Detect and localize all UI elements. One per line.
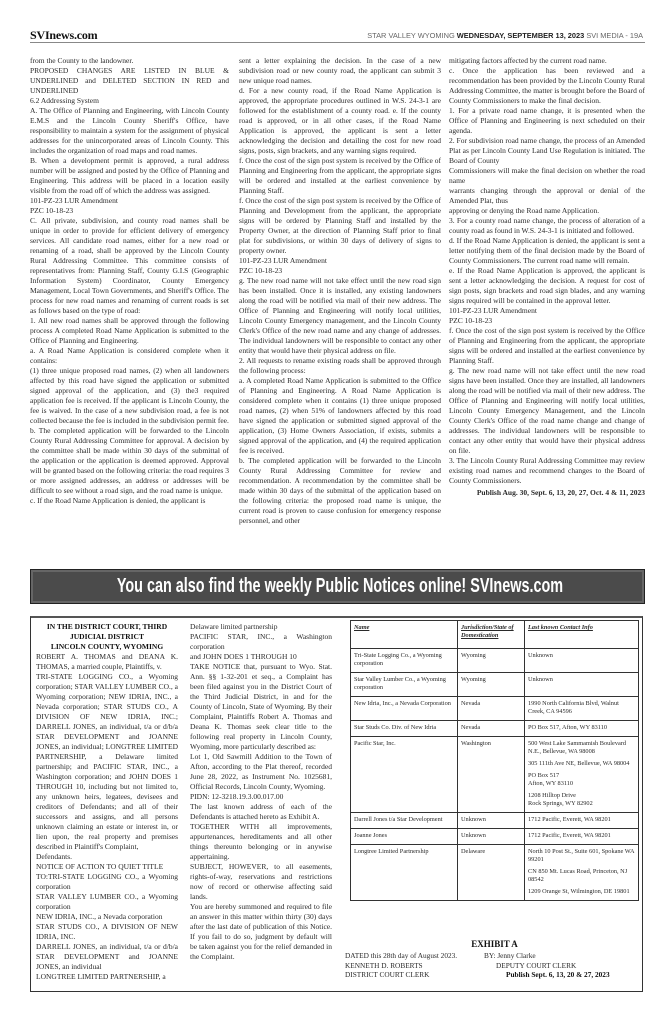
defendant-jurisdiction: Unknown xyxy=(458,829,525,845)
table-row xyxy=(351,813,639,829)
defendant-name: Pacific Star, Inc. xyxy=(351,737,458,813)
paragraph: d. For a new county road, if the Road Name Application is approved, the appropriate procedures outlined in W.S. 24-3-1 are followed for the establishment of a county road. e. If the county road is approved, or in all other cases, if the Road Name Application is approved, the applicant is sent a letter acknowledging the decision and detailing the cost for new road signs, posts, sign brackets, and any warning signs required. xyxy=(239,86,441,155)
paragraph: 3. The Lincoln County Rural Addressing Committee may review existing road names and recommend changes to the Board of County Commissioners. xyxy=(449,456,645,485)
defendant-contact xyxy=(525,673,639,697)
paragraph: 101-PZ-23 LUR Amendment xyxy=(239,256,327,265)
court-heading-line: LINCOLN COUNTY, WYOMING xyxy=(50,642,164,651)
header-date: WEDNESDAY, SEPTEMBER 13, 2023 xyxy=(456,31,585,40)
paragraph: SUBJECT, HOWEVER, to all easements, rights-of-way, reservations and restrictions now of record or otherwise affecting said lands. xyxy=(190,862,332,901)
defendant-contact xyxy=(525,813,639,829)
paragraph: warrants changing through the approval or denial of the Amended Plat, thus xyxy=(449,186,645,205)
paragraph: approving or denying the Road name Application. xyxy=(449,206,600,215)
column-header-jurisdiction: Jurisdiction/State of Domestication xyxy=(458,621,525,649)
defendant-jurisdiction: Nevada xyxy=(458,697,525,721)
paragraph: DARRELL JONES, an individual, t/a or d/b/a STAR DEVELOPMENT and JOANNE JONES, an individual xyxy=(36,942,178,971)
paragraph: 1. For a private road name change, it is presented when the Office of Planning and Engineering is next scheduled on their agenda. xyxy=(449,106,645,135)
paragraph: 2. For subdivision road name change, the process of an Amended Plat as per Lincoln County Land Use Regulation is initiated. The Board of County xyxy=(449,136,645,165)
paragraph: a. A Road Name Application is considered complete when it contains: xyxy=(30,346,229,365)
column-header-name: Name xyxy=(351,621,458,649)
paragraph: 101-PZ-23 LUR Amendment xyxy=(449,306,537,315)
paragraph: Delaware limited partnership xyxy=(190,622,278,631)
contact-address: Unknown xyxy=(528,652,553,659)
header-region: STAR VALLEY WYOMING xyxy=(367,31,455,40)
defendant-contact xyxy=(525,721,639,737)
paragraph: b. The completed application will be forwarded to the Lincoln County Rural Addressing Committee for review and recommendation. A recommendation by the committee shall be made within 30 days of the submittal of the application based on the following criteria: the proposed road name is unique, the current road is proven to cause confusion for emergency response personnel, and other xyxy=(239,456,441,525)
court-notice-column-1 xyxy=(36,622,178,982)
paragraph: b. The completed application will be forwarded to the Lincoln County Rural Addressing Committee for approval. A decision by the committee shall be made within 30 days of the submittal of the application or the application is deemed approved. Approval will be granted based on the following criteria: the road requires 3 or more assigned addresses, an address or addresses will be difficult to see without a road sign, and the road name is unique. xyxy=(30,426,229,495)
paragraph: ROBERT A. THOMAS and DEANA K. THOMAS, a married couple, Plaintiffs, v. xyxy=(36,652,178,671)
dated-line: DATED this 28th day of August 2023. xyxy=(345,951,458,960)
paragraph: PZC 10-18-23 xyxy=(239,266,283,275)
defendant-contact xyxy=(525,829,639,845)
table-header-row xyxy=(351,621,639,649)
paragraph: g. The new road name will not take effect until the new road signs have been installed. Once they are installed, all landowners along the road will be notified via mail of their new address. The Office of Planning and Engineering will notify local utilities, Lincoln County Emergency Management, and the Lincoln County Clerk's Office of the road name change and change of addresses. The individual landowners will be responsible to contact any other entity that would have their physical address on file. xyxy=(449,366,645,455)
defendant-jurisdiction: Unknown xyxy=(458,813,525,829)
defendant-jurisdiction: Wyoming xyxy=(458,673,525,697)
paragraph: f. Once the cost of the sign post system is received by the Office of Planning and Engineering from the applicant, the appropriate signs will be ordered and installed at the earliest convenience by Planning Staff. xyxy=(449,326,645,365)
defendant-contact xyxy=(525,649,639,673)
paragraph: f. Once the cost of the sign post system is received by the Office of Planning and Engineering from the applicant, the appropriate signs will be ordered and installed at the earliest convenience by Planning Staff. xyxy=(239,156,441,195)
paragraph: d. If the Road Name Application is denied, the applicant is sent a letter notifying them of the final decision made by the Board of County Commissioners. The current road name will remain. xyxy=(449,236,645,265)
paragraph: A. The Office of Planning and Engineering, with Lincoln County E.M.S and the Lincoln County Sheriff's Office, have responsibility to maintain a system for the assignment of physical addresses for the unincorporated areas of Lincoln County. This includes the organization of road maps and road names. xyxy=(30,106,229,155)
column-header-contact: Last known Contact Info xyxy=(525,621,639,649)
contact-address: 1209 Orange St, Wilmington, DE 19801 xyxy=(528,888,630,895)
notice-column-3 xyxy=(449,56,645,498)
paragraph: PACIFIC STAR, INC., a Washington corporation xyxy=(190,632,332,651)
header-section: SVI MEDIA - 19A xyxy=(586,31,643,40)
table-row xyxy=(351,721,639,737)
court-heading-line: JUDICIAL DISTRICT xyxy=(70,632,144,641)
paragraph: PROPOSED CHANGES ARE LISTED IN BLUE & UNDERLINED and DELETED SECTION IN RED and UNDERLINED xyxy=(30,66,229,95)
defendant-name: Star Valley Lumber Co., a Wyoming corporation xyxy=(351,673,458,697)
court-publish-dates: Publish Sept. 6, 13, 20 & 27, 2023 xyxy=(506,970,610,979)
signature-right xyxy=(484,951,610,980)
contact-address: 500 West Lake Sammamish Boulevard N.E., Bellevue, WA 98008 xyxy=(528,740,627,755)
contact-address: North 10 Post St., Suite 601, Spokane WA 99201 xyxy=(528,848,635,863)
paragraph: Defendants. xyxy=(36,852,73,861)
paragraph: LONGTREE LIMITED PARTNERSHIP, a xyxy=(36,972,166,981)
page-header-info xyxy=(367,31,643,40)
table-row xyxy=(351,697,639,721)
defendant-contact xyxy=(525,737,639,813)
contact-address: PO Box 517 Afton, WY 83110 xyxy=(528,772,574,787)
deputy-signature: BY: Jenny Clarke xyxy=(484,951,536,960)
publish-dates: Publish Aug. 30, Sept. 6, 13, 20, 27, Oct. 4 & 11, 2023 xyxy=(476,488,645,497)
notice-column-3-body xyxy=(449,56,645,486)
paragraph: PIDN: 12-3218.19.3.00.017.00 xyxy=(190,792,284,801)
clerk-name: KENNETH D. ROBERTS xyxy=(345,960,423,970)
contact-address: 305 111th Ave NE, Bellevue, WA 98004 xyxy=(528,760,630,767)
signature-left xyxy=(345,951,457,980)
table-row xyxy=(351,829,639,845)
paragraph: Commissioners will make the final decision on whether the road name xyxy=(449,166,645,185)
notice-column-1 xyxy=(30,56,229,506)
paragraph: and JOHN DOES 1 THROUGH 10 xyxy=(190,652,297,661)
defendant-name: Longtree Limited Partnership xyxy=(351,845,458,901)
contact-address: 1990 North California Blvd, Walnut Creek, CA 94596 xyxy=(528,700,619,715)
masthead-site-name: SVInews.com xyxy=(30,28,98,42)
paragraph: C. All private, subdivision, and county road names shall be unique in order to provide for efficient delivery of emergency services. All candidate road names, either for a new road or renaming of a road, shall be approved by the Lincoln County Rural Addressing Committee. This committee consists of representatives from: Planning Staff, County G.I.S (Geographic Information System) Coordinator, County Emergency Management, Local Town Governments, and Sheriff's Office. The process for new road names and renaming of current roads is set as follows based on the type of road: xyxy=(30,216,229,315)
contact-address: CN 850 Mt. Lucas Road, Princeton, NJ 08542 xyxy=(528,868,628,883)
defendant-contact xyxy=(525,697,639,721)
clerk-title: DISTRICT COURT CLERK xyxy=(345,970,430,979)
contact-address: Unknown xyxy=(528,676,553,683)
paragraph: PZC 10-18-23 xyxy=(30,206,74,215)
paragraph: sent a letter explaining the decision. In the case of a new subdivision road or new county road, the applicant can submit 3 new unique road names. xyxy=(239,56,441,85)
defendant-jurisdiction: Washington xyxy=(458,737,525,813)
court-notice-column-1-body xyxy=(36,652,178,982)
paragraph: NOTICE OF ACTION TO QUIET TITLE xyxy=(36,862,164,871)
defendants-table xyxy=(350,620,639,901)
table-row xyxy=(351,845,639,901)
paragraph: 2. All requests to rename existing roads shall be approved through the following process: xyxy=(239,356,441,375)
paragraph: B. When a development permit is approved, a rural address number will be assigned and posted by the Office of Planning and Engineering. This address will be placed in a location easily visible from the road off of which the address was assigned. xyxy=(30,156,229,195)
paragraph: c. Once the application has been reviewed and a recommendation has been provided by the Lincoln County Rural Addressing Committee, the matter is brought before the Board of County Commissioners to make the final decision. xyxy=(449,66,645,105)
paragraph: TAKE NOTICE that, pursuant to Wyo. Stat. Ann. §§ 1-32-201 et seq., a Complaint has been filed against you in the District Court of the Third Judicial District, in and for the County of Lincoln, State of Wyoming. By their Complaint, Plaintiffs Robert A. Thomas and Deana K. Thomas seek clear title to the following real property in Lincoln County, Wyoming, more particularly described as: xyxy=(190,662,332,751)
paragraph: e. If the Road Name Application is approved, the applicant is sent a letter acknowledging the decision. A request for cost of sign posts, sign brackets and road sign blades, and any warning signs required will be contained in the approval letter. xyxy=(449,266,645,305)
paragraph: PZC 10-18-23 xyxy=(449,316,493,325)
paragraph: TO:TRI-STATE LOGGING CO., a Wyoming corporation xyxy=(36,872,178,891)
header-divider xyxy=(30,42,645,43)
paragraph: f. Once the cost of the sign post system is received by the Office of Planning and Development from the applicant, the appropriate signs will be ordered by Planning Staff and installed by the Property Owner, at the direction of Planning Staff prior to final plat for subdivisions, or within 30 days of delivery of signs to property owner. xyxy=(239,196,441,255)
paragraph: (1) three unique proposed road names, (2) when all landowners affected by this road have signed the application or submitted signed approval of the application, and (3) the3 required application fee is received. If the applicant is Lincoln County, the fee is waived. In the case of a new subdivision road, a fee is not collected because the fee is included in the subdivision permit fee. xyxy=(30,366,229,425)
paragraph: from the County to the landowner. xyxy=(30,56,134,65)
paragraph: g. The new road name will not take effect until the new road sign has been installed. Once it is installed, any existing landowners along the road will be notified via mail of their new address. The Office of Planning and Engineering will notify local utilities, Lincoln County Emergency management, and the Lincoln County Clerk's Office of the new road name and any change of addresses. The individual landowners will be responsible to contact any other entity that would have their physical address on file. xyxy=(239,276,441,355)
paragraph: STAR STUDS CO., A DIVISION OF NEW IDRIA, INC. xyxy=(36,922,178,941)
table-row xyxy=(351,673,639,697)
paragraph: 6.2 Addressing System xyxy=(30,96,99,105)
contact-address: 1712 Pacific, Everett, WA 98201 xyxy=(528,816,611,823)
table-row xyxy=(351,737,639,813)
court-notice-column-2 xyxy=(190,622,332,962)
paragraph: The last known address of each of the Defendants is attached hereto as Exhibit A. xyxy=(190,802,332,821)
paragraph: TOGETHER WITH all improvements, appurtenances, hereditaments and all other things thereunto belonging or in anywise appertaining. xyxy=(190,822,332,861)
paragraph: 1. All new road names shall be approved through the following process A completed Road Name Application is submitted to the Office of Planning and Engineering. xyxy=(30,316,229,345)
paragraph: 3. For a county road name change, the process of alteration of a county road as found in W.S. 24-3-1 is initiated and followed. xyxy=(449,216,645,235)
paragraph: Lot 1, Old Sawmill Addition to the Town of Afton, according to the Plat thereof, recorded June 28, 2022, as Instrument No. 1025681, Official Records, Lincoln County, Wyoming. xyxy=(190,752,332,791)
table-row xyxy=(351,649,639,673)
paragraph: You are hereby summoned and required to file an answer in this matter within thirty (30) days after the last date of publication of this Notice. If you fail to do so, judgment by default will be taken against you for the relief demanded in the Complaint. xyxy=(190,902,332,961)
defendant-name: New Idria, Inc., a Nevada Corporation xyxy=(351,697,458,721)
paragraph: c. If the Road Name Application is denied, the applicant is xyxy=(30,496,206,505)
paragraph: TRI-STATE LOGGING CO., a Wyoming corporation; STAR VALLEY LUMBER CO., a Wyoming corporation; NEW IDRIA, INC., a Nevada corporation; STAR STUDS CO., A DIVISION OF NEW IDRIA, INC.; DARRELL JONES, an individual, t/a or d/b/a STAR DEVELOPMENT and JOANNE JONES, an individual; LONGTREE LIMITED PARTNERSHIP, a Delaware limited partnership; and PACIFIC STAR, INC., a Washington corporation; and JOHN DOES 1 THROUGH 10, including but not limited to, any unknown heirs, legatees, devisees and creditors of Defendants; and all of their successors and assigns, and all persons unknown claiming an estate or interest in, or lien upon, the real property and premises described in Plaintiff's Complaint, xyxy=(36,672,178,851)
defendant-jurisdiction: Wyoming xyxy=(458,649,525,673)
defendant-jurisdiction: Delaware xyxy=(458,845,525,901)
paragraph: mitigating factors affected by the current road name. xyxy=(449,56,607,65)
public-notices-banner xyxy=(30,569,645,604)
paragraph: NEW IDRIA, INC., a Nevada corporation xyxy=(36,912,163,921)
banner-text: You can also find the weekly Public Notices online! SVInews.com xyxy=(116,575,564,597)
paragraph: STAR VALLEY LUMBER CO., a Wyoming corporation xyxy=(36,892,178,911)
notice-column-2 xyxy=(239,56,441,526)
defendant-jurisdiction: Nevada xyxy=(458,721,525,737)
defendant-name: Darrell Jones t/a Star Development xyxy=(351,813,458,829)
court-heading-line: IN THE DISTRICT COURT, THIRD xyxy=(46,622,168,631)
paragraph: a. A completed Road Name Application is submitted to the Office of Planning and Engineering. A Road Name Application is considered complete when it contains (1) three unique proposed road names, (2) when 51% of landowners affected by this road have signed the application or submitted signed approval of the application, (3) Home Owners Association, if exists, submits a signed approval of the application, and (4) the required application fee is received. xyxy=(239,376,441,455)
paragraph: 101-PZ-23 LUR Amendment xyxy=(30,196,118,205)
contact-address: PO Box 517, Afton, WY 83110 xyxy=(528,724,608,731)
deputy-title: DEPUTY COURT CLERK xyxy=(496,960,577,970)
defendant-name: Joanne Jones xyxy=(351,829,458,845)
contact-address: 1712 Pacific, Everett, WA 98201 xyxy=(528,832,611,839)
defendant-name: Tri-State Logging Co., a Wyoming corporation xyxy=(351,649,458,673)
defendant-name: Star Studs Co. Div. of New Idria xyxy=(351,721,458,737)
defendant-contact xyxy=(525,845,639,901)
contact-address: 1208 Hilltop Drive Rock Springs, WY 82902 xyxy=(528,792,593,807)
exhibit-label: EXHIBIT A xyxy=(471,939,518,949)
